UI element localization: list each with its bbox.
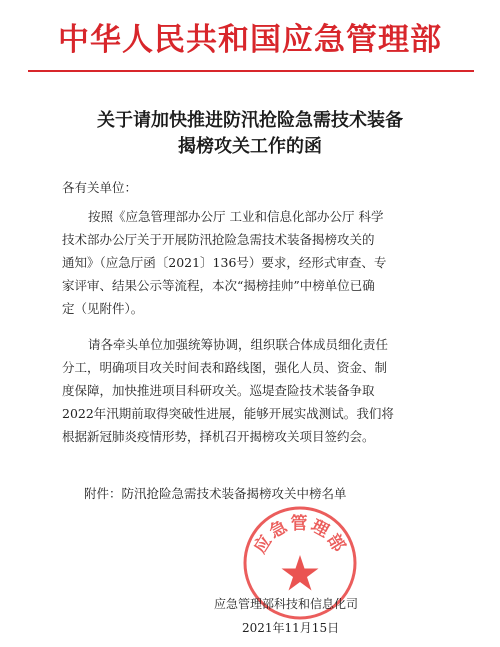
paragraph-1 — [62, 205, 442, 320]
document-title-line-1: 关于请加快推进防汛抢险急需技术装备 — [97, 110, 403, 131]
signature-organization: 应急管理部科技和信息化司 — [214, 597, 359, 611]
attachment-note: 附件：防汛抢险急需技术装备揭榜攻关中榜名单 — [84, 486, 347, 501]
paragraph-1-line: 通知》（应急厅函〔2021〕136号）要求，经形式审查、专 — [62, 255, 387, 270]
letterhead-rule — [28, 70, 474, 72]
paragraph-2-line: 2022年汛期前取得突破性进展，能够开展实战测试。我们将 — [62, 406, 394, 421]
star-icon — [282, 555, 319, 591]
paragraph-2-line: 分工，明确项目攻关时间表和路线图，强化人员、资金、制 — [62, 360, 388, 375]
paragraph-2-line: 度保障，加快推进项目科研攻关。巡堤查险技术装备争取 — [62, 383, 375, 398]
paragraph-1-line: 技术部办公厅关于开展防汛抢险急需技术装备揭榜攻关的 — [62, 232, 375, 247]
paragraph-2-line: 根据新冠肺炎疫情形势，择机召开揭榜攻关项目签约会。 — [62, 429, 375, 444]
paragraph-1-line: 按照《应急管理部办公厅 工业和信息化部办公厅 科学 — [88, 209, 384, 224]
signature-date: 2021年11月15日 — [242, 621, 340, 635]
paragraph-1-line: 家评审、结果公示等流程，本次“揭榜挂帅”中榜单位已确 — [62, 278, 375, 293]
document-title-line-2: 揭榜攻关工作的函 — [178, 136, 322, 157]
paragraph-1-line: 定（见附件）。 — [62, 301, 144, 316]
letterhead: 中华人民共和国应急管理部 — [58, 22, 442, 58]
salutation: 各有关单位： — [62, 180, 138, 195]
paragraph-2-line: 请各牵头单位加强统筹协调，组织联合体成员细化责任 — [88, 337, 389, 352]
paragraph-2 — [62, 333, 442, 448]
seal-text: 应急管理部 — [250, 514, 350, 558]
